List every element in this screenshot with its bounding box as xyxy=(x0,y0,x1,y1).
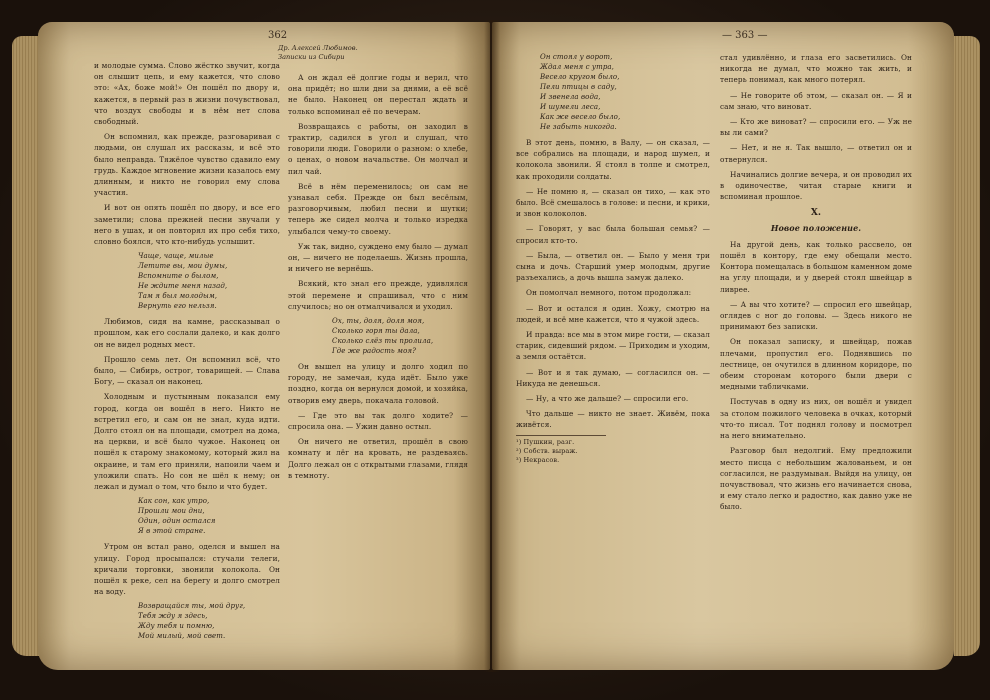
paragraph: — Была, — ответил он. — Было у меня три сына и дочь. Старший умер молодым, другие разъехались, а дочь вышла замуж далеко. xyxy=(516,250,710,283)
verse-block: Он стоял у ворот, Ждал меня с утра, Весело кругом было, Пели птицы в саду, И звенела вода, И шумели леса, Как же весело было, Не забыть никогда. xyxy=(540,53,621,131)
paragraph: Он вышел на улицу и долго ходил по городу, не замечая, куда идёт. Было уже поздно, когда он вернулся домой, и хозяйка, отворив ему дверь, покачала головой. xyxy=(288,362,468,405)
paragraph: и молодые сумма. Слово жёстко звучит, когда он слышит цепь, и ему кажется, что слово это: «Ах, боже мой!» Он пошёл по двору и, кажется, в первый раз в жизни почувствовал, что воздух свободы и в нём нет слова свободный. xyxy=(94,61,280,127)
paragraph: — Где это вы так долго ходите? — спросила она. — Ужин давно остыл. xyxy=(288,410,468,432)
paragraph: — Ну, а что же дальше? — спросили его. xyxy=(526,394,689,404)
paragraph: Что дальше — никто не знает. Живём, пока живётся. xyxy=(516,409,710,430)
book-gutter xyxy=(484,20,500,672)
paragraph: Начинались долгие вечера, и он проводил их в одиночестве, читая старые книги и вспоминая прошлое. xyxy=(720,169,912,202)
paragraph: В этот день, помню, в Валу, — он сказал, — все собрались на площади, и народ шумел, и колокола звонили. Я стоял в толпе и смотрел, как проходили солдаты. xyxy=(516,138,710,181)
paragraph: — А вы что хотите? — спросил его швейцар, оглядев с ног до головы. — Здесь никого не принимают без записки. xyxy=(720,299,912,332)
chapter-title: Новое положение. xyxy=(770,222,862,233)
paragraph: Он вспомнил, как прежде, разговаривая с людьми, он слушал их рассказы, и всё это было неправда. Тяжёлое чувство сдавило ему грудь. Каждое мгновение жизни казалось ему длинным, и никто не говорил ему слова участия. xyxy=(94,132,280,198)
paragraph: Любимов, сидя на камне, рассказывал о прошлом, как его сослали далеко, и как долго он не видел родных мест. xyxy=(94,317,280,349)
paragraph: — Вот и я так думаю, — согласился он. — Никуда не денешься. xyxy=(516,367,710,388)
footnotes: ¹) Пушкин, разг. ²) Собств. выраж. ³) Некрасов. xyxy=(516,435,606,465)
paragraph: И правда: все мы в этом мире гости, — сказал старик, сидевший рядом. — Приходим и уходим, а земля остаётся. xyxy=(516,330,710,362)
paragraph: А он ждал её долгие годы и верил, что она придёт; но шли дни за днями, а её всё не было. Наконец он перестал ждать и только вспоминал её по вечерам. xyxy=(288,73,468,116)
right-page-edges xyxy=(954,36,980,656)
verse-block: Чаще, чаще, милые Летите вы, мои думы, Вспомните о былом, Не ждите меня назад, Там я был молодым, Вернуть его нельзя. xyxy=(138,252,228,311)
verse-block: Ох, ты, доля, доля моя, Сколько горя ты дала, Сколько слёз ты пролила, Где же радость моя? xyxy=(332,317,434,356)
paragraph: Он показал записку, и швейцар, пожав плечами, пропустил его. Поднявшись по лестнице, он очутился в длинном коридоре, по обеим сторонам которого были двери с медными табличками. xyxy=(720,337,912,392)
left-page-number: 362 xyxy=(268,30,288,41)
paragraph: Возвращаясь с работы, он заходил в трактир, садился в угол и слушал, что говорили люди. Говорили о разном: о хлебе, о ценах, о новом начальстве. Он молчал и пил чай. xyxy=(288,121,468,176)
paragraph: — Нет, и не я. Так вышло, — ответил он и отвернулся. xyxy=(720,143,912,164)
paragraph: И вот он опять пошёл по двору, и все его заметили; слова прежней песни звучали у него в ушах, и он повторял их про себя тихо, словно боялся, что кто-нибудь услышит. xyxy=(94,203,280,247)
right-page-number: — 363 — xyxy=(722,30,768,41)
left-column-a xyxy=(94,60,280,646)
chapter-number: X. xyxy=(810,208,822,219)
paragraph: стал удивлённо, и глаза его засветились. Он никогда не думал, что можно так жить, и теперь понимал, как много потерял. xyxy=(720,53,912,85)
paragraph: Он помолчал немного, потом продолжал: xyxy=(526,288,692,298)
paragraph: — Не помню я, — сказал он тихо, — как это было. Всё смешалось в голове: и песни, и крики, и звон колоколов. xyxy=(516,186,710,219)
paragraph: — Говорят, у вас была большая семья? — спросил кто-то. xyxy=(516,224,710,245)
paragraph: — Не говорите об этом, — сказал он. — Я и сам знаю, что виноват. xyxy=(720,90,912,111)
paragraph: Всякий, кто знал его прежде, удивлялся этой перемене и спрашивал, что с ним случилось; но он отмалчивался и уходил. xyxy=(288,279,468,311)
paragraph: Постучав в одну из них, он вошёл и увидел за столом пожилого человека в очках, который что-то писал. Тот поднял голову и посмотрел на него внимательно. xyxy=(720,397,912,441)
left-column-b xyxy=(288,72,468,485)
paragraph: Разговор был недолгий. Ему предложили место писца с небольшим жалованьем, и он согласился, не раздумывая. Выйдя на улицу, он почувствовал, что жизнь его начинается снова, и ему стало легко и радостно, как давно уже не было. xyxy=(720,446,912,512)
right-page xyxy=(492,22,954,670)
paragraph: На другой день, как только рассвело, он пошёл в контору, где ему обещали место. Контора помещалась в большом каменном доме на углу площади, и у дверей стоял швейцар в ливрее. xyxy=(720,239,912,294)
verse-block: Как сон, как утро, Прошли мои дни, Один, один остался Я в этой стране. xyxy=(138,497,216,536)
right-column-a xyxy=(516,50,710,465)
paragraph: Холодным и пустынным показался ему город, когда он вошёл в него. Никто не встретил его, и сам он не знал, куда идти. Долго стоял он на площади, смотрел на дома, на церкви, и всё было чужое. Наконец он пошёл к старому знакомому, который жил на окраине, и там его приняли, напоили чаем и уложили спать. Но сон не шёл к нему; он лежал и думал о том, что было и что будет. xyxy=(94,392,280,492)
paragraph: Утром он встал рано, оделся и вышел на улицу. Город просыпался: стучали телеги, кричали торговки, звонили колокола. Он пошёл к реке, сел на берегу и долго смотрел на воду. xyxy=(94,542,280,597)
paragraph: Он ничего не ответил, прошёл в свою комнату и лёг на кровать, не раздеваясь. Долго лежал он с открытыми глазами, глядя в темноту. xyxy=(288,437,468,480)
paragraph: — Кто же виноват? — спросили его. — Уж не вы ли сами? xyxy=(720,117,912,138)
left-page xyxy=(38,22,490,670)
paragraph: — Вот и остался я один. Хожу, смотрю на людей, и всё мне кажется, что я чужой здесь. xyxy=(516,303,710,324)
left-page-edges xyxy=(12,36,40,656)
paragraph: Уж так, видно, суждено ему было — думал он, — ничего не поделаешь. Жизнь прошла, и ничего не вернёшь. xyxy=(288,241,468,274)
right-column-b xyxy=(720,52,912,517)
paragraph: Прошло семь лет. Он вспомнил всё, что было, — Сибирь, острог, товарищей. — Слава Богу, — сказал он наконец. xyxy=(94,354,280,387)
verse-block: Возвращайся ты, мой друг, Тебя жду я здесь, Жду тебя и помню, Мой милый, мой свет. xyxy=(138,602,246,641)
paragraph: Всё в нём переменилось; он сам не узнавал себя. Прежде он был весёлым, разговорчивым, любил песни и шутки; теперь же сидел молча и только изредка улыбался чему-то своему. xyxy=(288,181,468,236)
left-epigraph: Др. Алексей Любимов. Записки из Сибири xyxy=(278,44,358,61)
